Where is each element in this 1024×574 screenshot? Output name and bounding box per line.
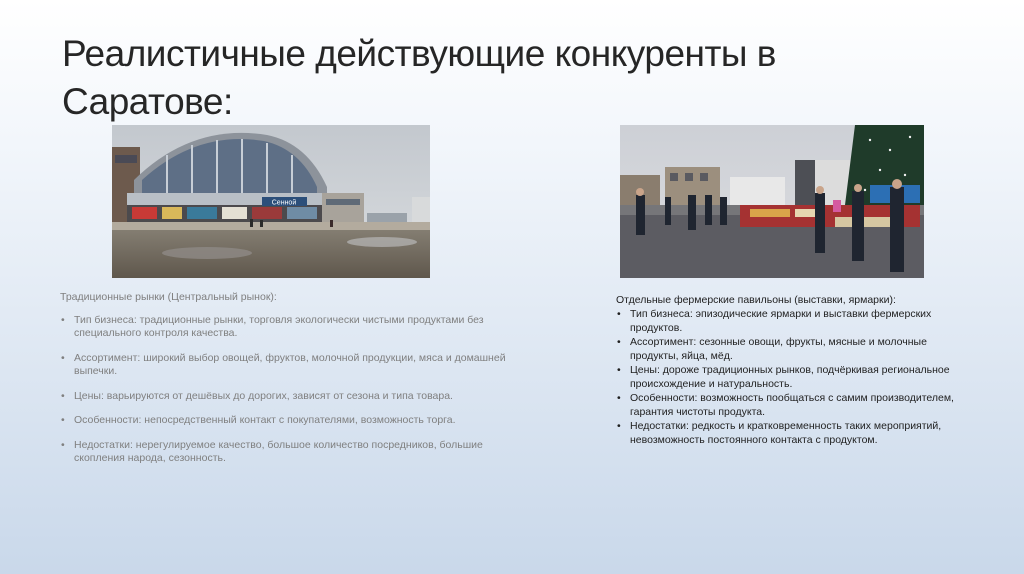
- list-item: • Цены: дороже традиционных рынков, подчёркивая региональное происхождение и натуральность.: [616, 363, 961, 391]
- market-building-photo: [112, 125, 430, 278]
- farmers-pavilions-heading: Отдельные фермерские павильоны (выставки, ярмарки):: [616, 294, 896, 306]
- farmers-pavilions-section: [616, 293, 961, 447]
- list-item: • Особенности: непосредственный контакт с покупателями, возможность торга.: [60, 414, 525, 428]
- slide-title: Реалистичные действующие конкуренты в Саратове:: [62, 33, 776, 122]
- list-item: • Недостатки: редкость и кратковременность таких мероприятий, невозможность постоянного контакта с продуктом.: [616, 419, 961, 447]
- list-item: • Тип бизнеса: эпизодические ярмарки и выставки фермерских продуктов.: [616, 307, 961, 335]
- farmers-fair-photo: [620, 125, 924, 278]
- traditional-markets-list: [60, 314, 525, 466]
- traditional-markets-heading: Традиционные рынки (Центральный рынок):: [60, 291, 277, 303]
- list-item: • Недостатки: нерегулируемое качество, большое количество посредников, большие скопления народа, сезонность.: [60, 439, 525, 466]
- list-item: • Ассортимент: широкий выбор овощей, фруктов, молочной продукции, мяса и домашней выпечки.: [60, 352, 525, 379]
- list-item: • Ассортимент: сезонные овощи, фрукты, мясные и молочные продукты, яйца, мёд.: [616, 335, 961, 363]
- farmers-pavilions-list: [616, 307, 961, 447]
- list-item: • Тип бизнеса: традиционные рынки, торговля экологически чистыми продуктами без специального контроля качества.: [60, 314, 525, 341]
- market-sign-text: Сенной: [271, 199, 297, 207]
- traditional-markets-section: [60, 291, 525, 477]
- list-item: • Цены: варьируются от дешёвых до дорогих, зависят от сезона и типа товара.: [60, 390, 525, 404]
- list-item: • Особенности: возможность пообщаться с самим производителем, гарантия чистоты продукта.: [616, 391, 961, 419]
